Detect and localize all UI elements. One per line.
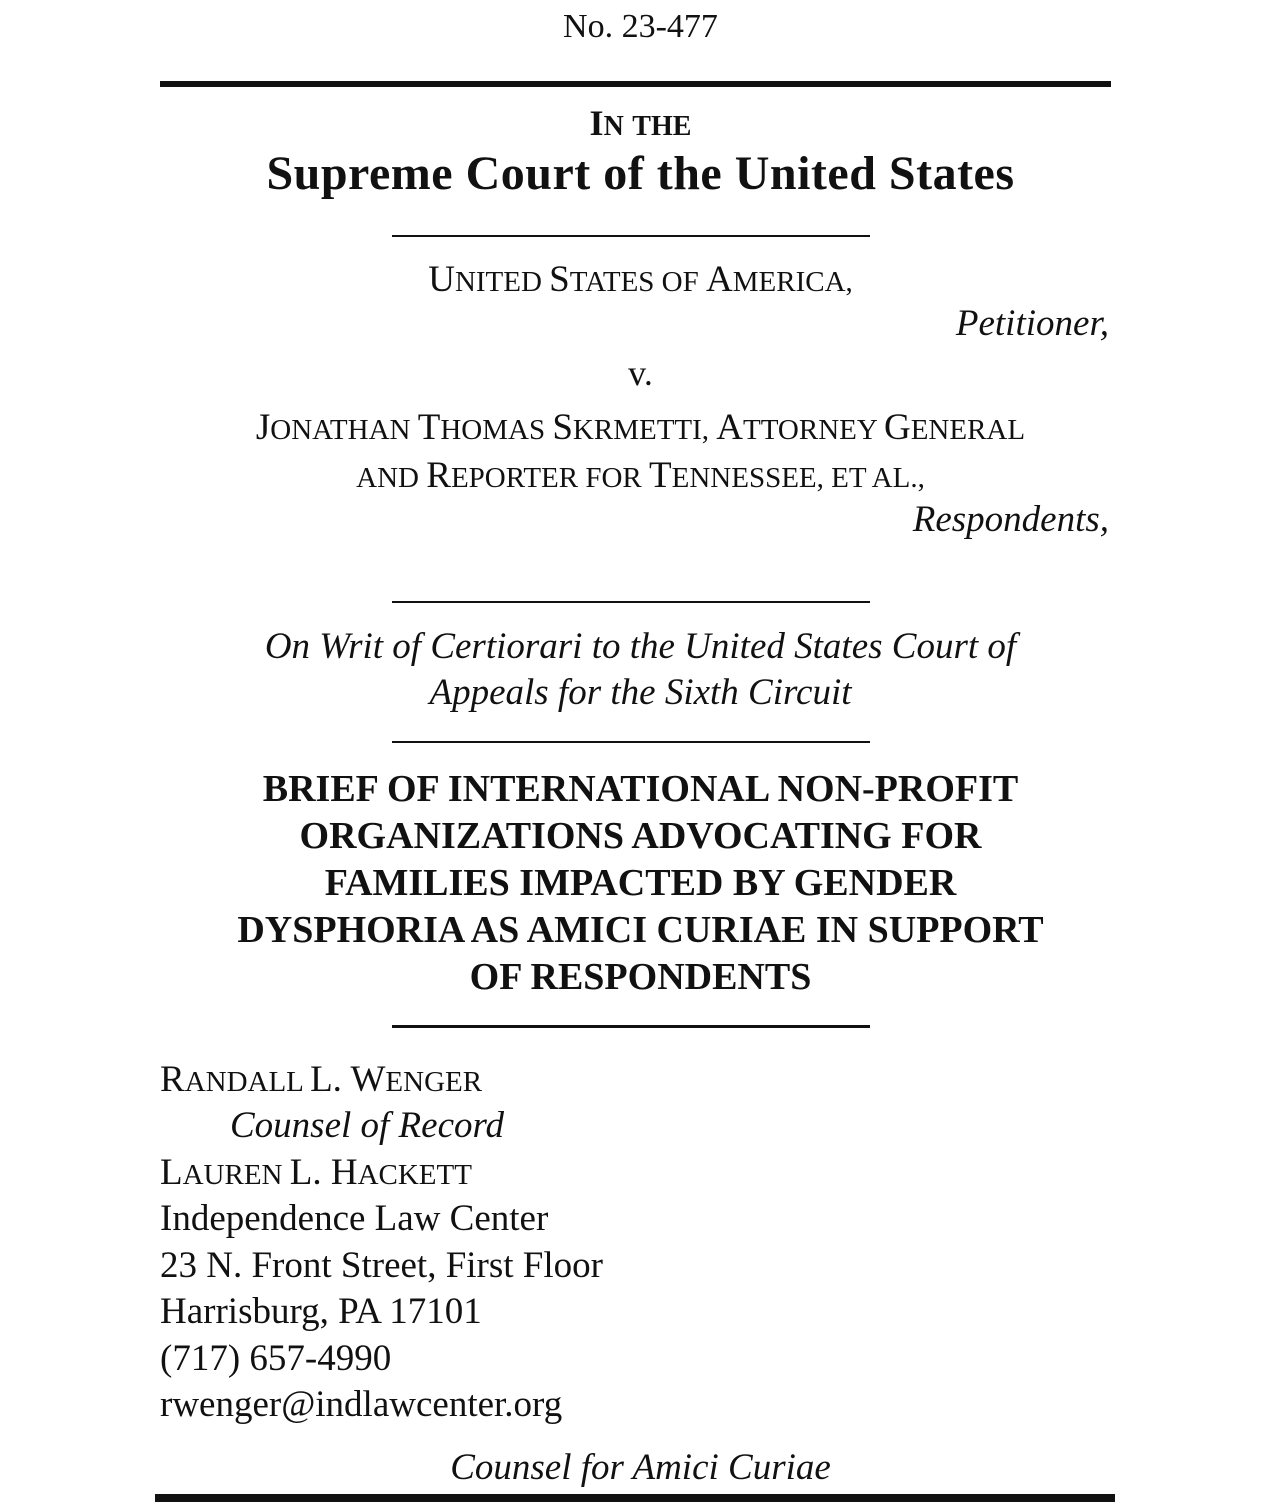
brief-title xyxy=(0,766,1281,1001)
writ-of-certiorari xyxy=(0,624,1281,716)
top-rule xyxy=(160,81,1111,87)
phone-number: (717) 657-4990 xyxy=(160,1338,392,1379)
petitioner-role: Petitioner, xyxy=(955,303,1109,344)
petitioner-name-text: UNITED STATES OF AMERICA, xyxy=(428,259,853,300)
petitioner-name xyxy=(0,258,1281,301)
brief-title-line-3: FAMILIES IMPACTED BY GENDER xyxy=(324,862,957,904)
respondent-line-1-text: JONATHAN THOMAS SKRMETTI, ATTORNEY GENERAL xyxy=(255,407,1026,448)
writ-line-1: On Writ of Certiorari to the United States Court of xyxy=(264,626,1017,667)
city-state-zip: Harrisburg, PA 17101 xyxy=(160,1291,482,1332)
email-address[interactable]: rwenger@indlawcenter.org xyxy=(160,1384,563,1425)
writ-line-2: Appeals for the Sixth Circuit xyxy=(429,672,852,713)
attorney-2-text: LAUREN L. HACKETT xyxy=(160,1152,472,1193)
street-address: 23 N. Front Street, First Floor xyxy=(160,1245,603,1286)
brief-title-line-5: OF RESPONDENTS xyxy=(469,956,812,998)
in-the-heading xyxy=(0,102,1281,144)
brief-title-line-4: DYSPHORIA AS AMICI CURIAE IN SUPPORT xyxy=(237,909,1044,951)
divider-4 xyxy=(392,1025,870,1028)
respondent-line-1 xyxy=(0,406,1281,449)
versus: v. xyxy=(628,353,653,393)
divider-2 xyxy=(392,601,870,603)
respondent-role: Respondents, xyxy=(912,499,1109,540)
counsel-for-label: Counsel for Amici Curiae xyxy=(450,1447,831,1488)
organization: Independence Law Center xyxy=(160,1198,549,1239)
docket-number: No. 23-477 xyxy=(563,8,718,45)
divider-3 xyxy=(392,741,870,743)
attorney-1-text: RANDALL L. WENGER xyxy=(160,1059,483,1100)
attorney-1 xyxy=(160,1058,482,1101)
brief-title-line-1: BRIEF OF INTERNATIONAL NON-PROFIT xyxy=(262,768,1019,810)
attorney-2 xyxy=(160,1151,472,1194)
divider-1 xyxy=(392,235,870,237)
respondent-line-2-text: AND REPORTER FOR TENNESSEE, ET AL., xyxy=(356,455,925,496)
brief-title-line-2: ORGANIZATIONS ADVOCATING FOR xyxy=(299,815,982,857)
bottom-rule xyxy=(155,1494,1115,1502)
respondent-line-2 xyxy=(0,454,1281,497)
in-the-text: IN THE xyxy=(589,103,692,143)
court-name: Supreme Court of the United States xyxy=(266,147,1015,200)
attorney-1-role: Counsel of Record xyxy=(230,1105,505,1146)
